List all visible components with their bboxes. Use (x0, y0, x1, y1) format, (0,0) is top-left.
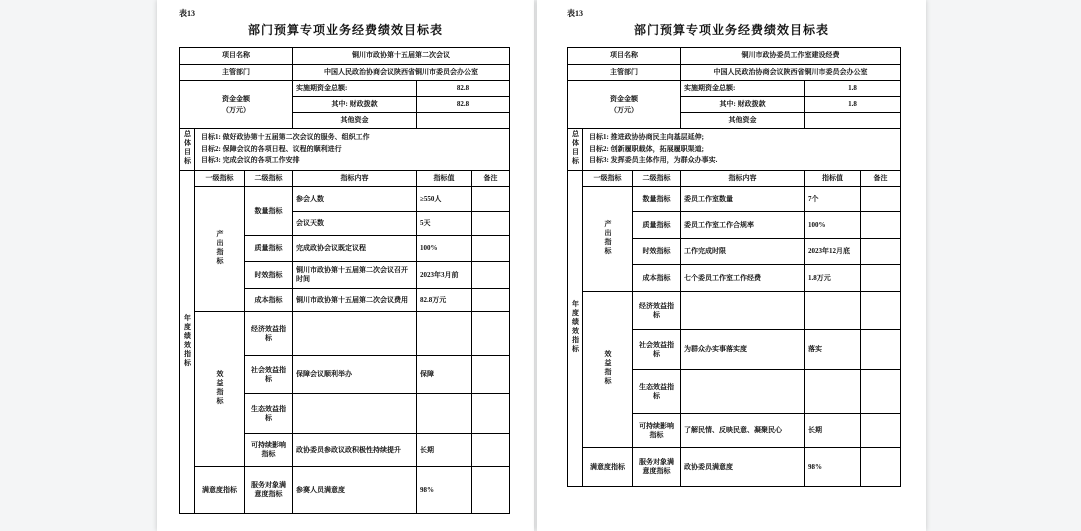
indicator-note (861, 292, 901, 330)
indicator-note (861, 448, 901, 487)
eco-benefit-label: 生态效益指标 (633, 370, 681, 414)
indicator-note (861, 414, 901, 448)
indicator-content: 工作完成时限 (681, 239, 805, 265)
indicator-value (805, 370, 861, 414)
indicator-value: 5天 (417, 212, 472, 236)
output-indicator-label: 产出指标 (195, 187, 245, 312)
goal-3: 目标3: 完成会议的各项工作安排 (201, 156, 300, 165)
indicator-value (417, 312, 472, 356)
row-overall-goals (180, 129, 510, 171)
indicator-content: 七个委员工作室工作经费 (681, 265, 805, 292)
row-fund-total (180, 81, 510, 97)
fund-other-label: 其他资金 (681, 113, 805, 129)
cost-indicator-label: 成本指标 (245, 289, 293, 312)
indicator-content: 会议天数 (293, 212, 417, 236)
goal-1: 目标1: 做好政协第十五届第二次会议的服务、组织工作 (201, 133, 370, 142)
sheet-number-label: 表13 (179, 9, 195, 18)
indicator-value (805, 292, 861, 330)
fund-total-value: 82.8 (417, 81, 510, 97)
indicator-value: 2023年12月底 (805, 239, 861, 265)
indicator-content (293, 394, 417, 434)
eco-benefit-label: 生态效益指标 (245, 394, 293, 434)
social-benefit-label: 社会效益指标 (633, 330, 681, 370)
indicator-note (472, 312, 510, 356)
benefit-indicator-label: 效益指标 (583, 292, 633, 448)
service-target-satisfaction-label: 服务对象满意度指标 (245, 467, 293, 514)
indicator-value: 2023年3月前 (417, 262, 472, 289)
header-value: 指标值 (805, 171, 861, 187)
fund-total-value: 1.8 (805, 81, 901, 97)
department-label: 主管部门 (180, 65, 293, 81)
indicator-content: 铜川市政协第十五届第二次会议召开时间 (293, 262, 417, 289)
indicator-note (472, 434, 510, 467)
header-content: 指标内容 (681, 171, 805, 187)
service-target-satisfaction-label: 服务对象满意度指标 (633, 448, 681, 487)
satisfaction-indicator-label: 满意度指标 (583, 448, 633, 487)
page-1 (157, 0, 534, 531)
row-indicator-header (568, 171, 901, 187)
indicator-note (472, 467, 510, 514)
output-indicator-label: 产出指标 (583, 187, 633, 292)
indicator-note (472, 262, 510, 289)
cost-indicator-label: 成本指标 (633, 265, 681, 292)
header-level1: 一级指标 (195, 171, 245, 187)
indicator-content: 完成政协会议既定议程 (293, 236, 417, 262)
goal-2: 目标2: 创新履职载体，拓展履职渠道; (589, 144, 704, 153)
department-value: 中国人民政治协商会议陕西省铜川市委员会办公室 (681, 65, 901, 81)
sustain-indicator-label: 可持续影响指标 (633, 414, 681, 448)
row-economic-benefit (180, 312, 510, 356)
overall-goal-label: 总体目标 (180, 129, 195, 171)
indicator-value: 100% (417, 236, 472, 262)
row-department (568, 65, 901, 81)
row-satisfaction (568, 448, 901, 487)
fund-total-label: 实施期资金总额: (293, 81, 417, 97)
indicator-note (472, 236, 510, 262)
time-indicator-label: 时效指标 (633, 239, 681, 265)
header-content: 指标内容 (293, 171, 417, 187)
satisfaction-indicator-label: 满意度指标 (195, 467, 245, 514)
quantity-indicator-label: 数量指标 (245, 187, 293, 236)
performance-target-table (567, 47, 901, 487)
fund-amount-label (568, 81, 681, 129)
fund-fiscal-value: 82.8 (417, 97, 510, 113)
indicator-value: 82.8万元 (417, 289, 472, 312)
fund-other-label: 其他资金 (293, 113, 417, 129)
indicator-content: 保障会议顺利举办 (293, 356, 417, 394)
indicator-note (861, 212, 901, 239)
time-indicator-label: 时效指标 (245, 262, 293, 289)
page-title: 部门预算专项业务经费绩效目标表 (247, 23, 443, 37)
row-economic-benefit (568, 292, 901, 330)
header-level2: 二级指标 (633, 171, 681, 187)
goal-1: 目标1: 推进政协协商民主向基层延伸; (589, 133, 704, 142)
economic-benefit-label: 经济效益指标 (633, 292, 681, 330)
row-overall-goals (568, 129, 901, 171)
header-value: 指标值 (417, 171, 472, 187)
department-label: 主管部门 (568, 65, 681, 81)
header-level1: 一级指标 (583, 171, 633, 187)
row-quantity-1 (180, 187, 510, 212)
header-note: 备注 (861, 171, 901, 187)
page-2 (537, 0, 926, 531)
indicator-content (293, 312, 417, 356)
indicator-value: 1.8万元 (805, 265, 861, 292)
sustain-indicator-label: 可持续影响指标 (245, 434, 293, 467)
overall-goals-text (195, 129, 510, 171)
header-note: 备注 (472, 171, 510, 187)
indicator-note (861, 187, 901, 212)
goal-3: 目标3: 发挥委员主体作用，为群众办事实. (589, 156, 718, 165)
fund-other-value (417, 113, 510, 129)
row-project-name (568, 48, 901, 65)
fund-amount-unit: （万元） (610, 105, 639, 114)
economic-benefit-label: 经济效益指标 (245, 312, 293, 356)
indicator-content: 政协委员参政议政积极性持续提升 (293, 434, 417, 467)
department-value: 中国人民政治协商会议陕西省铜川市委员会办公室 (293, 65, 510, 81)
indicator-note (861, 370, 901, 414)
indicator-note (861, 265, 901, 292)
quality-indicator-label: 质量指标 (245, 236, 293, 262)
page-title: 部门预算专项业务经费绩效目标表 (633, 23, 829, 37)
row-project-name (180, 48, 510, 65)
fund-fiscal-label: 其中: 财政拨款 (681, 97, 805, 113)
sheet-number-label: 表13 (567, 9, 583, 18)
annual-performance-label: 年度绩效指标 (180, 171, 195, 514)
project-name-value: 铜川市政协第十五届第二次会议 (293, 48, 510, 65)
indicator-value: 长期 (805, 414, 861, 448)
fund-total-label: 实施期资金总额: (681, 81, 805, 97)
project-name-value: 铜川市政协委员工作室建设经费 (681, 48, 901, 65)
fund-amount-label (180, 81, 293, 129)
indicator-content: 委员工作室数量 (681, 187, 805, 212)
project-name-label: 项目名称 (180, 48, 293, 65)
quantity-indicator-label: 数量指标 (633, 187, 681, 212)
indicator-note (861, 330, 901, 370)
indicator-note (472, 394, 510, 434)
benefit-indicator-label: 效益指标 (195, 312, 245, 467)
indicator-value: 98% (417, 467, 472, 514)
indicator-note (472, 212, 510, 236)
fund-amount-label-line1: 资金金额 (222, 95, 251, 103)
annual-performance-label: 年度绩效指标 (568, 171, 583, 487)
indicator-note (472, 187, 510, 212)
indicator-note (472, 289, 510, 312)
quality-indicator-label: 质量指标 (633, 212, 681, 239)
overall-goals-text (583, 129, 901, 171)
indicator-note (861, 239, 901, 265)
indicator-value (417, 394, 472, 434)
project-name-label: 项目名称 (568, 48, 681, 65)
indicator-content: 了解民情、反映民意、凝聚民心 (681, 414, 805, 448)
goal-2: 目标2: 保障会议的各项日程、议程的顺利进行 (201, 144, 342, 153)
indicator-value: 98% (805, 448, 861, 487)
header-level2: 二级指标 (245, 171, 293, 187)
indicator-value: 保障 (417, 356, 472, 394)
indicator-content (681, 370, 805, 414)
indicator-value: ≥550人 (417, 187, 472, 212)
indicator-content: 铜川市政协第十五届第二次会议费用 (293, 289, 417, 312)
fund-amount-unit: （万元） (222, 105, 251, 114)
fund-other-value (805, 113, 901, 129)
fund-fiscal-label: 其中: 财政拨款 (293, 97, 417, 113)
indicator-value: 落实 (805, 330, 861, 370)
row-quantity (568, 187, 901, 212)
fund-fiscal-value: 1.8 (805, 97, 901, 113)
indicator-content (681, 292, 805, 330)
row-fund-total (568, 81, 901, 97)
indicator-content: 为群众办实事落实度 (681, 330, 805, 370)
indicator-value: 长期 (417, 434, 472, 467)
fund-amount-label-line1: 资金金额 (610, 95, 639, 103)
row-satisfaction (180, 467, 510, 514)
indicator-value: 100% (805, 212, 861, 239)
social-benefit-label: 社会效益指标 (245, 356, 293, 394)
indicator-note (472, 356, 510, 394)
performance-target-table (179, 47, 510, 514)
overall-goal-label: 总体目标 (568, 129, 583, 171)
indicator-content: 参会人数 (293, 187, 417, 212)
indicator-value: 7个 (805, 187, 861, 212)
indicator-content: 政协委员满意度 (681, 448, 805, 487)
row-department (180, 65, 510, 81)
indicator-content: 参赛人员满意度 (293, 467, 417, 514)
indicator-content: 委员工作室工作合规率 (681, 212, 805, 239)
row-indicator-header (180, 171, 510, 187)
